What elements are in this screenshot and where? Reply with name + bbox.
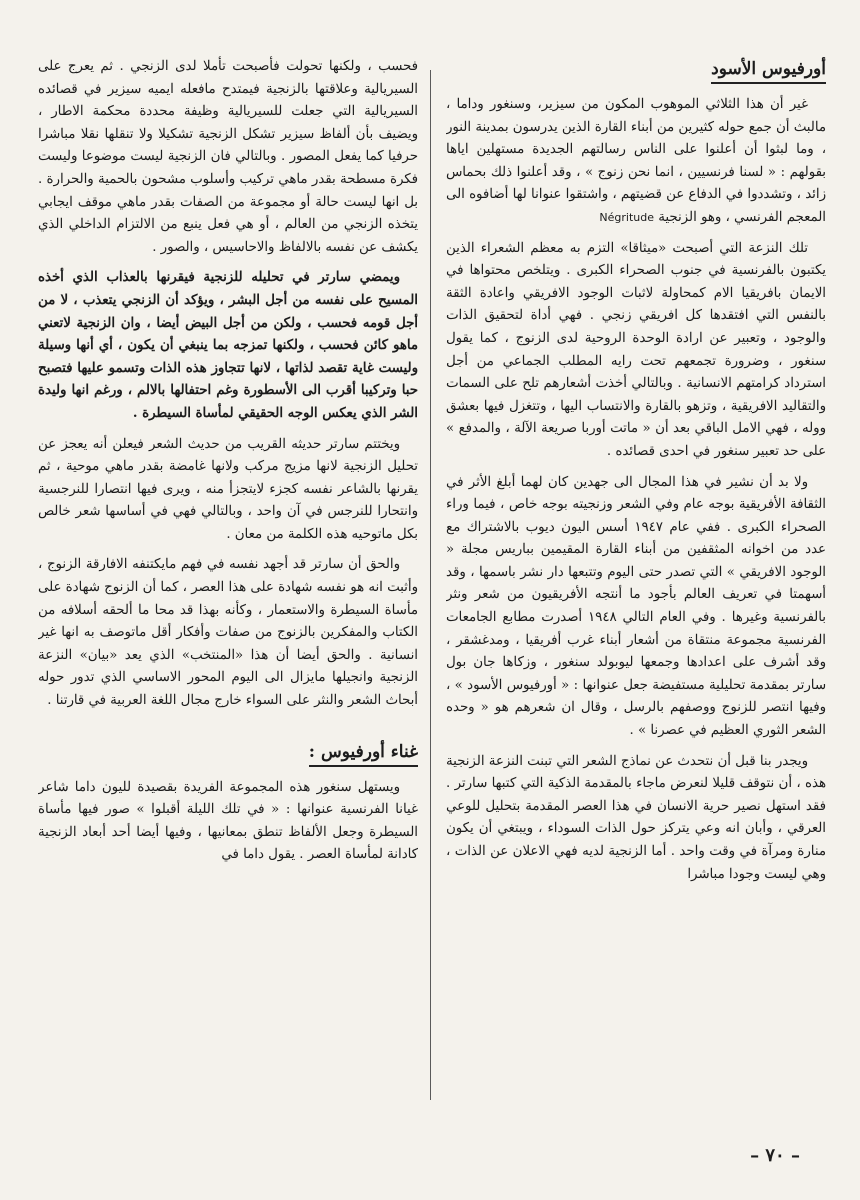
right-column (446, 56, 826, 1120)
left-column (38, 56, 418, 1120)
latin-term: Négritude (599, 210, 655, 224)
paragraph-text: غير أن هذا الثلاثي الموهوب المكون من سيزير، وسنغور وداما ، مالبث أن جمع حوله كثيرين من أبناء القارة الذين يدرسون بمدينة النور ، وما لبثوا أن أعلنوا على الناس رسالتهم الجديدة مستهلين اياها بقولهم : « لسنا فرنسيين ، انما نحن زنوج » ، وقد أعلنوا ذلك بحماس زائد ، وتشددوا في الدفاع عن قضيتهم ، واشتقوا عنوانا لها أضافوه الى المعجم الفرنسي ، وهو الزنجية (446, 97, 826, 225)
paragraph: ويجدر بنا قبل أن نتحدث عن نماذج الشعر التي تبنت النزعة الزنجية هذه ، أن نتوقف قليلا لنعرض ماجاء بالمقدمة الذكية التي كتبها سارتر . فقد استهل نصير حرية الانسان في هذا العصر المقدمة بتحليل للوعي العرقي ، وأبان انه وعي يتركز حول الذات السوداء ، ويبتغي أن يكون منارة ومرآة في وقت واحد . أما الزنجية لديه فهي الاعلان عن الذات ، وهي ليست وجودا مباشرا (446, 753, 826, 882)
article-title: أورفيوس الأسود (711, 56, 826, 84)
paragraph-bold: ويمضي سارتر في تحليله للزنجية فيقرنها بالعذاب الذي أخذه المسيح على نفسه من أجل البشر ، ويؤكد أن الزنجي يتعذب ، لا من أجل قومه فحسب ، ولكن من أجل البيض أيضا ، وان الزنجية لاتعني ماهو كائن فحسب ، ولكنها تمزجه بما ينبغي أن يكون ، أي أنها وسيلة وليست غاية تقصد لذاتها ، لانها تتجاوز هذه الذات وتسمو عليها فتصبح حبا وتركيبا أقرب الى الأسطورة وغم احتفالها بالالم ، ورغم انها وليدة الشر الذي يعكس الوجه الحقيقي لمأساة السيطرة . (38, 270, 418, 421)
column-divider (430, 70, 431, 1100)
paragraph: ويستهل سنغور هذه المجموعة الفريدة بقصيدة لليون داما شاعر غيانا الفرنسية عنوانها : « في تلك الليلة أقبلوا » صور فيها مأساة السيطرة وجعل الألفاظ تنطق بمعانيها ، وفيها أيضا أحد أبعاد الزنجية كادانة لمأساة العصر . يقول داما في (38, 779, 418, 863)
paragraph (446, 94, 826, 230)
page-number: – ٧٠ – (750, 1145, 800, 1166)
paragraph: تلك النزعة التي أصبحت «ميثاقا» التزم به معظم الشعراء الذين يكتبون بالفرنسية في جنوب الصحراء الكبرى . ويتلخص محتواها في الايمان بافريقيا الام كمحاولة لاثبات الوجود الافريقي واعادة الثقة بالنفس التي افتقدها كل افريقي زنجي . فهي أداة لتحقيق الذات والوجود ، وتعبير عن ارادة الوحدة الروحية لدى الزنوج ، كما يقول سنغور ، وضرورة تجمعهم تحت رايه المطلب الجماعي من أجل استرداد كرامتهم الانسانية . وبالتالي أخذت أشعارهم تلح على السمات والتقاليد الافريقية ، وتزهو بالقارة والانتساب اليها ، وتتغزل فيها بعشق ووله ، فهي الامل الباقي بعد أن « ماتت أوربا صريعة الآلة ، والمدفع » على حد تعبير سنغور في احدى قصائده . (446, 240, 826, 459)
section-title: غناء أورفيوس : (309, 739, 418, 767)
paragraph: ويختتم سارتر حديثه القريب من حديث الشعر فيعلن أنه يعجز عن تحليل الزنجية لانها مزيج مركب ولانها غامضة بقدر ماهي موحية ، ثم يقرنها بالشاعر نفسه كجزء لايتجزأ منه ، ويرى فيها انتصارا للنرجسية وانتحارا للنرجس في آن واحد ، وبالتالي فهي في أساسها شعر خالص بكل ماتوحيه هذه الكلمة من معان . (38, 436, 418, 542)
paragraph: والحق أن سارتر قد أجهد نفسه في فهم مايكتنفه الافارقة الزنوج ، وأثبت انه هو نفسه شهادة على هذا العصر ، كما أن الزنوج شهادة على مأساة السيطرة والاستعمار ، وكأنه بهذا قد محا ما ألحقه أسلافه من الكتاب والمفكرين بالزنوج من صفات وأفكار أقل ماتوصف به انها غير انسانية . والحق أيضا أن هذا «المنتخب» الذي يعد «بيان» النزعة الزنجية وانجيلها مايزال الى اليوم المحور الاساسي الذي تدور حوله أبحاث الشعر والنثر على السواء خارج مجال اللغة العربية في قارتنا . (38, 557, 418, 709)
paragraph: فحسب ، ولكنها تحولت فأصبحت تأملا لدى الزنجي . ثم يعرج على السيريالية وعلاقتها بالزنجية فيمتدح مافعله ايميه سيزير في قصائده السيريالية التي جعلت للسيريالية وظيفة محددة محكمة الاطار ، ويضيف بأن ألفاظ سيزير تشكل الزنجية تشكيلا ولا تنقلها نقلا مباشرا حرفيا كما يفعل المصور . وبالتالي فان الزنجية ليست موضوعا وليست فكرة مسطحة بقدر ماهي تركيب وأسلوب مشحون بالحمية والحرارة . بل انها ليست حالة أو مجموعة من الصفات بقدر ماهي موقف ايجابي يتخذه الزنجي من العالم ، أو هي فعل ينبع من الالتزام الداخلي الذي يكشف عن نفسه بالالفاظ والاحاسيس ، والصور . (38, 59, 418, 255)
paragraph: ولا بد أن نشير في هذا المجال الى جهدين كان لهما أبلغ الأثر في الثقافة الأفريقية بوجه عام وفي الشعر وزنجيته بوجه خاص ، فيما وراء الصحراء الكبرى . ففي عام ١٩٤٧ أسس اليون ديوب بالاشتراك مع عدد من اخوانه المثقفين من أبناء القارة المقيمين بباريس مجلة « الوجود الافريقي » التي تصدر حتى اليوم وتتبعها دار نشر باسمها ، وقد أسهمتا في تعريف العالم بأجود ما أنتجه الأفريقيون من شعر ونثر بالفرنسية وغيرها . وفي العام التالي ١٩٤٨ أصدرت مطابع الجامعات الفرنسية مجموعة منتقاة من أشعار أبناء غرب أفريقيا ، ومدغشقر ، وقد أشرف على اعدادها وجمعها ليوبولد سنغور ، وزكاها جان بول سارتر بمقدمة تحليلية مستفيضة جعل عنوانها : « أورفيوس الأسود » ، وفيها انتصر للزنوج ووصفهم بالرسل ، وقال ان شعرهم هو « وحده الشعر الثوري العظيم في عصرنا » . (446, 474, 826, 739)
